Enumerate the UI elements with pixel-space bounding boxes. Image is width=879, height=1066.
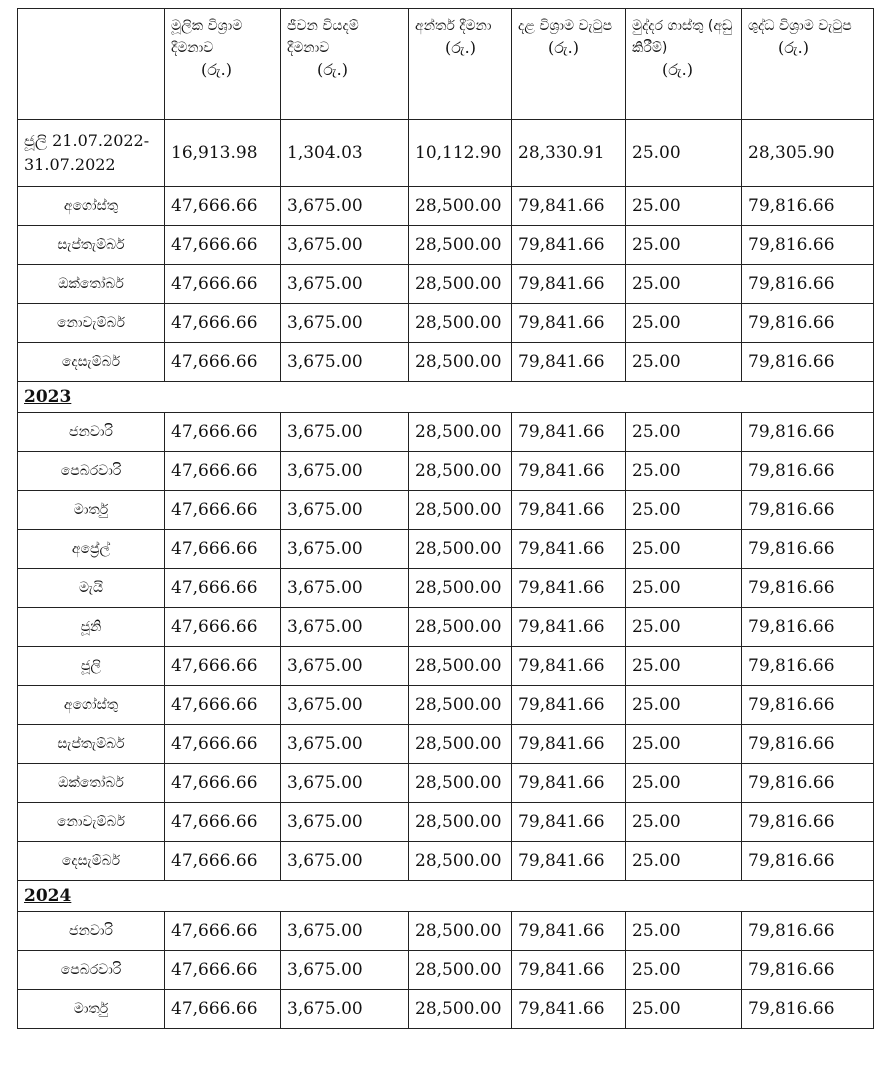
gross-pension-cell: 79,841.66 bbox=[512, 413, 626, 452]
header-unit: (රු.) bbox=[201, 60, 232, 79]
net-pension-cell: 79,816.66 bbox=[742, 764, 874, 803]
table-row bbox=[18, 187, 874, 226]
period-label-cell: ජූලි bbox=[18, 647, 165, 686]
table-row bbox=[18, 226, 874, 265]
header-period bbox=[18, 9, 165, 120]
period-label-cell: සැප්තැම්බර් bbox=[18, 725, 165, 764]
gross-pension-cell: 28,330.91 bbox=[512, 120, 626, 187]
cost-of-living-cell: 3,675.00 bbox=[281, 187, 409, 226]
stamp-duty-cell: 25.00 bbox=[626, 343, 742, 382]
basic-pension-cell: 47,666.66 bbox=[165, 226, 281, 265]
interim-allowance-cell: 28,500.00 bbox=[409, 764, 512, 803]
table-row bbox=[18, 764, 874, 803]
net-pension-cell: 79,816.66 bbox=[742, 187, 874, 226]
interim-allowance-cell: 28,500.00 bbox=[409, 265, 512, 304]
pension-table-page bbox=[17, 8, 873, 1029]
header-unit: (රු.) bbox=[662, 60, 693, 79]
pension-table bbox=[17, 8, 874, 1029]
table-row bbox=[18, 912, 874, 951]
gross-pension-cell: 79,841.66 bbox=[512, 647, 626, 686]
cost-of-living-cell: 3,675.00 bbox=[281, 842, 409, 881]
basic-pension-cell: 47,666.66 bbox=[165, 647, 281, 686]
net-pension-cell: 79,816.66 bbox=[742, 413, 874, 452]
table-body bbox=[18, 120, 874, 1029]
interim-allowance-cell: 28,500.00 bbox=[409, 569, 512, 608]
year-label: 2023 bbox=[24, 387, 72, 407]
cost-of-living-cell: 3,675.00 bbox=[281, 686, 409, 725]
cost-of-living-cell: 3,675.00 bbox=[281, 413, 409, 452]
interim-allowance-cell: 28,500.00 bbox=[409, 304, 512, 343]
cost-of-living-cell: 3,675.00 bbox=[281, 912, 409, 951]
period-label-cell: ජනවාරි bbox=[18, 912, 165, 951]
stamp-duty-cell: 25.00 bbox=[626, 569, 742, 608]
interim-allowance-cell: 28,500.00 bbox=[409, 951, 512, 990]
cost-of-living-cell: 3,675.00 bbox=[281, 764, 409, 803]
basic-pension-cell: 47,666.66 bbox=[165, 951, 281, 990]
period-label-cell: ජූනි bbox=[18, 608, 165, 647]
interim-allowance-cell: 10,112.90 bbox=[409, 120, 512, 187]
period-label-cell: පෙබරවාරි bbox=[18, 951, 165, 990]
stamp-duty-cell: 25.00 bbox=[626, 265, 742, 304]
period-label-cell: සැප්තැම්බර් bbox=[18, 226, 165, 265]
gross-pension-cell: 79,841.66 bbox=[512, 912, 626, 951]
year-cell bbox=[18, 382, 874, 413]
table-row bbox=[18, 725, 874, 764]
stamp-duty-cell: 25.00 bbox=[626, 990, 742, 1029]
net-pension-cell: 79,816.66 bbox=[742, 803, 874, 842]
gross-pension-cell: 79,841.66 bbox=[512, 265, 626, 304]
basic-pension-cell: 47,666.66 bbox=[165, 725, 281, 764]
stamp-duty-cell: 25.00 bbox=[626, 304, 742, 343]
period-label-cell: නොවැම්බර් bbox=[18, 304, 165, 343]
basic-pension-cell: 47,666.66 bbox=[165, 530, 281, 569]
interim-allowance-cell: 28,500.00 bbox=[409, 686, 512, 725]
stamp-duty-cell: 25.00 bbox=[626, 647, 742, 686]
basic-pension-cell: 47,666.66 bbox=[165, 187, 281, 226]
table-row bbox=[18, 990, 874, 1029]
table-row bbox=[18, 452, 874, 491]
net-pension-cell: 79,816.66 bbox=[742, 990, 874, 1029]
cost-of-living-cell: 3,675.00 bbox=[281, 647, 409, 686]
table-row bbox=[18, 803, 874, 842]
net-pension-cell: 79,816.66 bbox=[742, 951, 874, 990]
basic-pension-cell: 47,666.66 bbox=[165, 990, 281, 1029]
period-label-cell: මැයි bbox=[18, 569, 165, 608]
gross-pension-cell: 79,841.66 bbox=[512, 842, 626, 881]
gross-pension-cell: 79,841.66 bbox=[512, 951, 626, 990]
net-pension-cell: 79,816.66 bbox=[742, 569, 874, 608]
header-cost-of-living: ජීවන වියදම් දීමනාව (රු.) bbox=[281, 9, 409, 120]
interim-allowance-cell: 28,500.00 bbox=[409, 725, 512, 764]
stamp-duty-cell: 25.00 bbox=[626, 120, 742, 187]
basic-pension-cell: 47,666.66 bbox=[165, 764, 281, 803]
period-label-cell: අප්‍රේල් bbox=[18, 530, 165, 569]
header-gross-pension: දළ විශ්‍රාම වැටුප (රු.) bbox=[512, 9, 626, 120]
table-row bbox=[18, 686, 874, 725]
table-row bbox=[18, 343, 874, 382]
cost-of-living-cell: 1,304.03 bbox=[281, 120, 409, 187]
net-pension-cell: 79,816.66 bbox=[742, 304, 874, 343]
basic-pension-cell: 47,666.66 bbox=[165, 413, 281, 452]
stamp-duty-cell: 25.00 bbox=[626, 413, 742, 452]
gross-pension-cell: 79,841.66 bbox=[512, 725, 626, 764]
header-row bbox=[18, 9, 874, 120]
cost-of-living-cell: 3,675.00 bbox=[281, 452, 409, 491]
stamp-duty-cell: 25.00 bbox=[626, 491, 742, 530]
interim-allowance-cell: 28,500.00 bbox=[409, 647, 512, 686]
gross-pension-cell: 79,841.66 bbox=[512, 491, 626, 530]
net-pension-cell: 79,816.66 bbox=[742, 452, 874, 491]
basic-pension-cell: 47,666.66 bbox=[165, 452, 281, 491]
gross-pension-cell: 79,841.66 bbox=[512, 686, 626, 725]
interim-allowance-cell: 28,500.00 bbox=[409, 912, 512, 951]
gross-pension-cell: 79,841.66 bbox=[512, 187, 626, 226]
stamp-duty-cell: 25.00 bbox=[626, 530, 742, 569]
gross-pension-cell: 79,841.66 bbox=[512, 764, 626, 803]
stamp-duty-cell: 25.00 bbox=[626, 803, 742, 842]
net-pension-cell: 79,816.66 bbox=[742, 226, 874, 265]
gross-pension-cell: 79,841.66 bbox=[512, 990, 626, 1029]
table-row bbox=[18, 265, 874, 304]
year-row bbox=[18, 382, 874, 413]
basic-pension-cell: 47,666.66 bbox=[165, 343, 281, 382]
cost-of-living-cell: 3,675.00 bbox=[281, 608, 409, 647]
header-basic-pension: මූලික විශ්‍රාම දීමනාව (රු.) bbox=[165, 9, 281, 120]
basic-pension-cell: 47,666.66 bbox=[165, 912, 281, 951]
interim-allowance-cell: 28,500.00 bbox=[409, 413, 512, 452]
cost-of-living-cell: 3,675.00 bbox=[281, 491, 409, 530]
cost-of-living-cell: 3,675.00 bbox=[281, 951, 409, 990]
period-label-cell: ජනවාරි bbox=[18, 413, 165, 452]
stamp-duty-cell: 25.00 bbox=[626, 608, 742, 647]
period-label-cell: නොවැම්බර් bbox=[18, 803, 165, 842]
basic-pension-cell: 47,666.66 bbox=[165, 686, 281, 725]
cost-of-living-cell: 3,675.00 bbox=[281, 803, 409, 842]
basic-pension-cell: 47,666.66 bbox=[165, 803, 281, 842]
net-pension-cell: 79,816.66 bbox=[742, 343, 874, 382]
cost-of-living-cell: 3,675.00 bbox=[281, 226, 409, 265]
interim-allowance-cell: 28,500.00 bbox=[409, 990, 512, 1029]
table-row bbox=[18, 951, 874, 990]
gross-pension-cell: 79,841.66 bbox=[512, 452, 626, 491]
table-row bbox=[18, 304, 874, 343]
interim-allowance-cell: 28,500.00 bbox=[409, 491, 512, 530]
net-pension-cell: 79,816.66 bbox=[742, 491, 874, 530]
gross-pension-cell: 79,841.66 bbox=[512, 608, 626, 647]
cost-of-living-cell: 3,675.00 bbox=[281, 530, 409, 569]
table-row bbox=[18, 530, 874, 569]
net-pension-cell: 28,305.90 bbox=[742, 120, 874, 187]
interim-allowance-cell: 28,500.00 bbox=[409, 226, 512, 265]
basic-pension-cell: 47,666.66 bbox=[165, 842, 281, 881]
basic-pension-cell: 47,666.66 bbox=[165, 265, 281, 304]
year-cell bbox=[18, 881, 874, 912]
header-unit: (රු.) bbox=[317, 60, 348, 79]
period-label-cell: අගෝස්තු bbox=[18, 187, 165, 226]
basic-pension-cell: 47,666.66 bbox=[165, 569, 281, 608]
net-pension-cell: 79,816.66 bbox=[742, 647, 874, 686]
interim-allowance-cell: 28,500.00 bbox=[409, 530, 512, 569]
interim-allowance-cell: 28,500.00 bbox=[409, 343, 512, 382]
table-row bbox=[18, 608, 874, 647]
year-label: 2024 bbox=[24, 886, 72, 906]
period-label-cell: ඔක්තෝබර් bbox=[18, 764, 165, 803]
period-label-cell: දෙසැම්බර් bbox=[18, 343, 165, 382]
header-net-pension: ශුද්ධ විශ්‍රාම වැටුප (රු.) bbox=[742, 9, 874, 120]
stamp-duty-cell: 25.00 bbox=[626, 725, 742, 764]
net-pension-cell: 79,816.66 bbox=[742, 725, 874, 764]
gross-pension-cell: 79,841.66 bbox=[512, 569, 626, 608]
stamp-duty-cell: 25.00 bbox=[626, 686, 742, 725]
gross-pension-cell: 79,841.66 bbox=[512, 343, 626, 382]
net-pension-cell: 79,816.66 bbox=[742, 608, 874, 647]
cost-of-living-cell: 3,675.00 bbox=[281, 569, 409, 608]
header-unit: (රු.) bbox=[778, 38, 809, 57]
table-row bbox=[18, 413, 874, 452]
table-row bbox=[18, 842, 874, 881]
header-interim-allowance: අන්තර් දීමනා (රු.) bbox=[409, 9, 512, 120]
period-label-cell: දෙසැම්බර් bbox=[18, 842, 165, 881]
gross-pension-cell: 79,841.66 bbox=[512, 530, 626, 569]
table-row bbox=[18, 491, 874, 530]
period-label-cell: පෙබරවාරි bbox=[18, 452, 165, 491]
stamp-duty-cell: 25.00 bbox=[626, 187, 742, 226]
stamp-duty-cell: 25.00 bbox=[626, 842, 742, 881]
gross-pension-cell: 79,841.66 bbox=[512, 803, 626, 842]
cost-of-living-cell: 3,675.00 bbox=[281, 990, 409, 1029]
header-stamp-duty: මුද්දර ගාස්තු (අඩු කිරීම්) (රු.) bbox=[626, 9, 742, 120]
basic-pension-cell: 16,913.98 bbox=[165, 120, 281, 187]
period-label-cell: මාර්තු bbox=[18, 491, 165, 530]
stamp-duty-cell: 25.00 bbox=[626, 764, 742, 803]
year-row bbox=[18, 881, 874, 912]
stamp-duty-cell: 25.00 bbox=[626, 452, 742, 491]
net-pension-cell: 79,816.66 bbox=[742, 265, 874, 304]
net-pension-cell: 79,816.66 bbox=[742, 530, 874, 569]
basic-pension-cell: 47,666.66 bbox=[165, 304, 281, 343]
stamp-duty-cell: 25.00 bbox=[626, 951, 742, 990]
gross-pension-cell: 79,841.66 bbox=[512, 226, 626, 265]
net-pension-cell: 79,816.66 bbox=[742, 842, 874, 881]
cost-of-living-cell: 3,675.00 bbox=[281, 304, 409, 343]
cost-of-living-cell: 3,675.00 bbox=[281, 265, 409, 304]
basic-pension-cell: 47,666.66 bbox=[165, 491, 281, 530]
interim-allowance-cell: 28,500.00 bbox=[409, 608, 512, 647]
cost-of-living-cell: 3,675.00 bbox=[281, 725, 409, 764]
net-pension-cell: 79,816.66 bbox=[742, 912, 874, 951]
interim-allowance-cell: 28,500.00 bbox=[409, 187, 512, 226]
interim-allowance-cell: 28,500.00 bbox=[409, 452, 512, 491]
gross-pension-cell: 79,841.66 bbox=[512, 304, 626, 343]
stamp-duty-cell: 25.00 bbox=[626, 912, 742, 951]
period-label-cell: අගෝස්තු bbox=[18, 686, 165, 725]
table-row bbox=[18, 569, 874, 608]
stamp-duty-cell: 25.00 bbox=[626, 226, 742, 265]
header-unit: (රු.) bbox=[548, 38, 579, 57]
net-pension-cell: 79,816.66 bbox=[742, 686, 874, 725]
cost-of-living-cell: 3,675.00 bbox=[281, 343, 409, 382]
basic-pension-cell: 47,666.66 bbox=[165, 608, 281, 647]
table-row bbox=[18, 647, 874, 686]
header-unit: (රු.) bbox=[445, 38, 476, 57]
period-label-cell: ඔක්තෝබර් bbox=[18, 265, 165, 304]
interim-allowance-cell: 28,500.00 bbox=[409, 842, 512, 881]
interim-allowance-cell: 28,500.00 bbox=[409, 803, 512, 842]
period-label-cell: මාර්තු bbox=[18, 990, 165, 1029]
table-row bbox=[18, 120, 874, 187]
period-label-cell: ජූලි 21.07.2022-31.07.2022 bbox=[18, 120, 165, 187]
